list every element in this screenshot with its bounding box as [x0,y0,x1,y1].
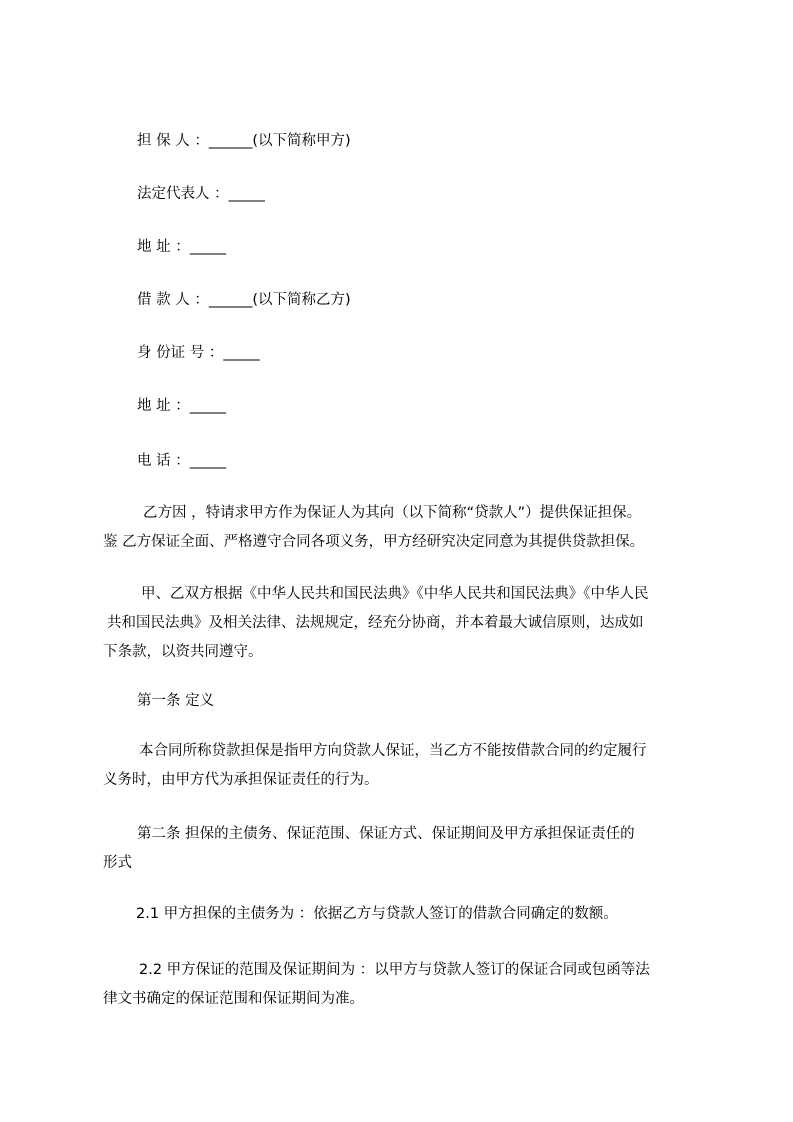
clause-2-1 [103,900,703,929]
clause-2-2-line-1: 2.2 甲方保证的范围及保证期间为 ：以甲方与贷款人签订的保证合同或包函等法 [139,962,650,978]
intro-line-1: 乙方因 ，特请求甲方作为保证人为其向（以下简称“贷款人”）提供保证担保。 [143,505,642,521]
clause-2-2 [103,956,703,1014]
article-1-line-2: 义务时，由甲方代为承担保证责任的行为。 [103,772,379,788]
guarantor-address-field: 地 址 ：_____ [137,239,226,255]
clause-2-2-line-2: 律文书确定的保证范围和保证期间为准。 [103,991,364,1007]
guarantor-field: 担 保 人 ：______(以下简称甲方) [137,133,351,149]
legal-basis-line-1: 甲、乙双方根据《中华人民共和国民法典》《中华人民共和国民法典》《中华人民 [141,586,649,602]
id-number-field: 身 份证 号 ：_____ [137,345,260,361]
intro-line-2: 鉴 乙方保证全面、严格遵守合同各项义务，甲方经研究决定同意为其提供贷款担保。 [103,534,645,550]
article-2-heading [103,820,703,878]
article-2-heading-line-1: 第二条 担保的主债务、保证范围、保证方式、保证期间及甲方承担保证责任的 [137,826,635,842]
legal-basis-line-2: 共和国民法典》及相关法律、法规规定，经充分协商，并本着最大诚信原则，达成如 [107,615,644,631]
article-1-line-1: 本合同所称贷款担保是指甲方向贷款人保证，当乙方不能按借款合同的约定履行 [139,743,647,759]
phone-field: 电 话 ：_____ [137,453,226,469]
article-1-body [103,737,703,795]
intro-paragraph [103,499,703,557]
borrower-address-field: 地 址 ：_____ [137,398,226,414]
borrower-field: 借 款 人 ：______(以下简称乙方) [137,292,351,308]
article-2-heading-line-2: 形式 [103,855,132,871]
legal-representative-field: 法定代表人 ：_____ [137,186,265,202]
legal-basis-line-3: 下条款，以资共同遵守。 [103,644,263,660]
article-1-heading: 第一条 定义 [137,693,215,709]
legal-basis-paragraph [103,580,703,667]
clause-2-1-line-1: 2.1 甲方担保的主债务为 ：依据乙方与贷款人签订的借款合同确定的数额。 [136,906,618,922]
